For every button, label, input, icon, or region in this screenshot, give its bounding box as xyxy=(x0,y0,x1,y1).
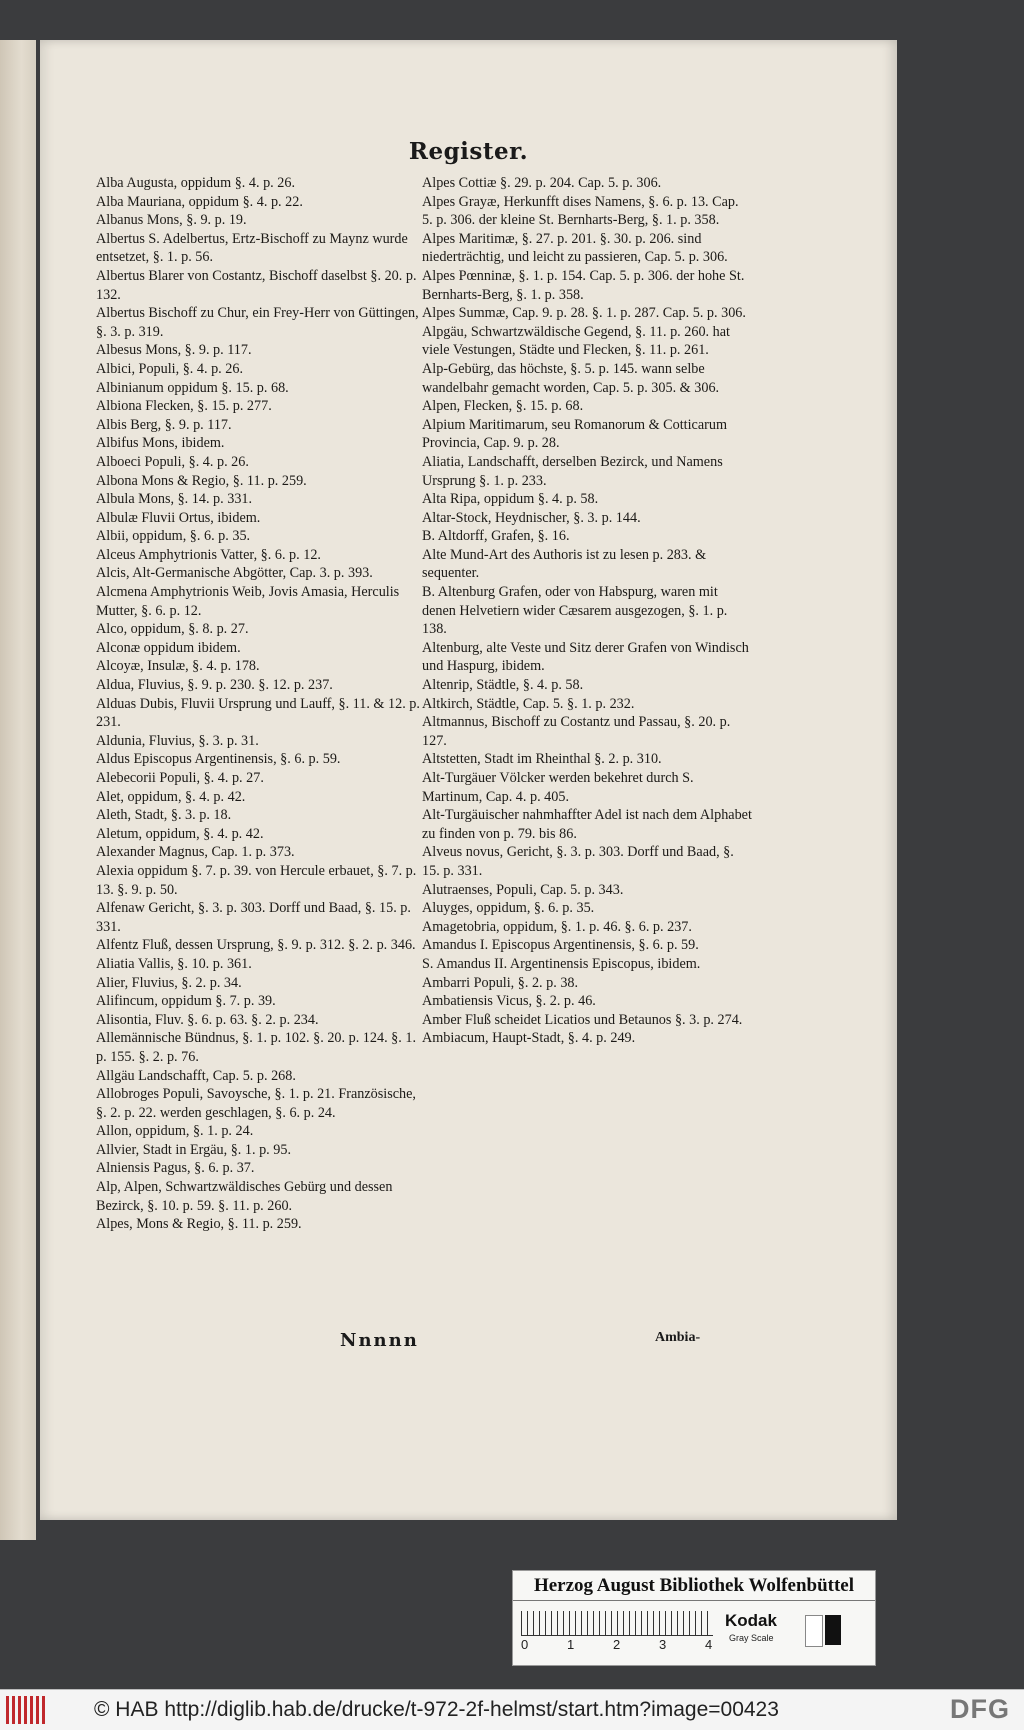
index-entry: Alutraenses, Populi, Cap. 5. p. 343. xyxy=(422,881,624,898)
index-entry: Alcis, Alt-Germanische Abgötter, Cap. 3. p. 393. xyxy=(96,565,373,582)
ruler-number: 3 xyxy=(659,1637,667,1652)
index-entry: Albanus Mons, §. 9. p. 19. xyxy=(96,212,247,229)
right-column xyxy=(422,174,752,1048)
index-entry: Albifus Mons, ibidem. xyxy=(96,435,225,452)
index-entry: B. Altenburg Grafen, oder von Habspurg, waren mit denen Helvetiern wider Cæsarem ausgezogen, §. 1. p. 138. xyxy=(422,584,728,638)
index-entry: Alexander Magnus, Cap. 1. p. 373. xyxy=(96,844,295,861)
index-entry: Allobroges Populi, Savoysche, §. 1. p. 21. Französische, §. 2. p. 22. werden geschlagen, §. 6. p. 24. xyxy=(96,1086,416,1121)
index-entry: Alp-Gebürg, das höchste, §. 5. p. 145. wann selbe wandelbahr gemacht worden, Cap. 5. p. 305. & 306. xyxy=(422,360,720,396)
index-entry: Alpes Cottiæ §. 29. p. 204. Cap. 5. p. 306. xyxy=(422,175,662,191)
index-entry: Albesus Mons, §. 9. p. 117. xyxy=(96,342,252,359)
index-entry: Amber Fluß scheidet Licatios und Betaunos §. 3. p. 274. xyxy=(422,1011,743,1028)
index-entry: S. Amandus II. Argentinensis Episcopus, ibidem. xyxy=(422,955,701,972)
index-entry: Alta Ripa, oppidum §. 4. p. 58. xyxy=(422,491,599,508)
index-entry: B. Altdorff, Grafen, §. 16. xyxy=(422,528,570,545)
index-entry: Alpen, Flecken, §. 15. p. 68. xyxy=(422,398,584,415)
index-entry: Alebecorii Populi, §. 4. p. 27. xyxy=(96,770,264,786)
index-entry: Altenrip, Städtle, §. 4. p. 58. xyxy=(422,677,584,694)
index-entry: Alfenaw Gericht, §. 3. p. 303. Dorff und Baad, §. 15. p. 331. xyxy=(96,900,411,935)
index-entry: Allgäu Landschafft, Cap. 5. p. 268. xyxy=(96,1067,296,1084)
index-entry: Alpgäu, Schwartzwäldische Gegend, §. 11. p. 260. hat viele Vestungen, Städte und Flecken, §. 11. p. 261. xyxy=(422,323,730,359)
index-entry: Alba Mauriana, oppidum §. 4. p. 22. xyxy=(96,193,303,210)
ruler-number: 1 xyxy=(567,1637,575,1652)
index-entry: Alboeci Populi, §. 4. p. 26. xyxy=(96,453,249,470)
index-entry: Albulæ Fluvii Ortus, ibidem. xyxy=(96,509,261,526)
left-page-edge xyxy=(0,40,36,1540)
index-entry: Alt-Turgäuischer nahmhaffter Adel ist nach dem Alphabet zu finden von p. 79. bis 86. xyxy=(422,807,752,842)
index-entry: Amagetobria, oppidum, §. 1. p. 46. §. 6. p. 237. xyxy=(422,918,692,935)
index-entry: Albertus Bischoff zu Chur, ein Frey-Herr von Güttingen, §. 3. p. 319. xyxy=(96,305,419,340)
index-entry: Albertus Blarer von Costantz, Bischoff daselbst §. 20. p. 132. xyxy=(96,267,417,303)
index-entry: Alceus Amphytrionis Vatter, §. 6. p. 12. xyxy=(96,546,321,563)
index-entry: Altar-Stock, Heydnischer, §. 3. p. 144. xyxy=(422,509,641,526)
index-entry: Alniensis Pagus, §. 6. p. 37. xyxy=(96,1160,255,1177)
index-entry: Albinianum oppidum §. 15. p. 68. xyxy=(96,379,289,396)
index-entry: Alcoyæ, Insulæ, §. 4. p. 178. xyxy=(96,658,260,675)
index-entry: Alte Mund-Art des Authoris ist zu lesen p. 283. & sequenter. xyxy=(422,546,707,582)
index-entry: Allon, oppidum, §. 1. p. 24. xyxy=(96,1123,254,1140)
library-name: Herzog August Bibliothek Wolfenbüttel xyxy=(513,1575,875,1601)
index-entry: Albici, Populi, §. 4. p. 26. xyxy=(96,360,244,377)
kodak-logo: Kodak xyxy=(725,1611,777,1630)
page-title: Register. xyxy=(408,138,529,165)
printer-signature: Nnnnn xyxy=(340,1330,419,1351)
dfg-logo: DFG xyxy=(950,1694,1010,1724)
catchword: Ambia- xyxy=(655,1330,701,1345)
index-entry: Alp, Alpen, Schwartzwäldisches Gebürg und dessen Bezirck, §. 10. p. 59. §. 11. p. 260. xyxy=(96,1179,393,1214)
index-entry: Alpium Maritimarum, seu Romanorum & Cotticarum Provincia, Cap. 9. p. 28. xyxy=(422,416,727,452)
index-entry: Alpes Grayæ, Herkunfft dises Namens, §. 6. p. 13. Cap. 5. p. 306. der kleine St. Bernharts-Berg, §. 1. p. 358. xyxy=(422,193,739,229)
index-entry: Alpes Maritimæ, §. 27. p. 201. §. 30. p. 206. sind niederträchtig, und leicht zu passieren, Cap. 5. p. 306. xyxy=(422,230,728,266)
index-entry: Alifincum, oppidum §. 7. p. 39. xyxy=(96,993,276,1010)
index-entry: Alpes Pœnninæ, §. 1. p. 154. Cap. 5. p. 306. der hohe St. Bernharts-Berg, §. 1. p. 358. xyxy=(422,267,745,303)
index-entry: Alco, oppidum, §. 8. p. 27. xyxy=(96,621,249,638)
index-entry: Aldunia, Fluvius, §. 3. p. 31. xyxy=(96,732,259,749)
index-entry: Albis Berg, §. 9. p. 117. xyxy=(96,416,232,433)
index-entry: Aletum, oppidum, §. 4. p. 42. xyxy=(96,825,264,842)
index-entry: Alexia oppidum §. 7. p. 39. von Hercule erbauet, §. 7. p. 13. §. 9. p. 50. xyxy=(96,862,417,898)
ruler-icon xyxy=(521,1611,713,1636)
black-swatch xyxy=(825,1615,841,1645)
index-entry: Aldua, Fluvius, §. 9. p. 230. §. 12. p. 237. xyxy=(96,677,333,694)
index-entry: Alt-Turgäuer Völcker werden bekehret durch S. Martinum, Cap. 4. p. 405. xyxy=(422,770,694,805)
index-entry: Aliatia, Landschafft, derselben Bezirck, und Namens Ursprung §. 1. p. 233. xyxy=(422,453,723,489)
index-entry: Alisontia, Fluv. §. 6. p. 63. §. 2. p. 234. xyxy=(96,1011,319,1028)
ruler-number: 0 xyxy=(521,1637,529,1652)
index-entry: Altstetten, Stadt im Rheinthal §. 2. p. 310. xyxy=(422,751,662,768)
left-column xyxy=(96,174,426,1234)
book-page xyxy=(40,40,897,1520)
index-entry: Alduas Dubis, Fluvii Ursprung und Lauff, §. 11. & 12. p. 231. xyxy=(96,695,420,731)
index-entry: Alba Augusta, oppidum §. 4. p. 26. xyxy=(96,175,296,191)
white-swatch xyxy=(805,1615,823,1647)
index-entry: Albertus S. Adelbertus, Ertz-Bischoff zu Maynz wurde entsetzet, §. 1. p. 56. xyxy=(96,230,408,266)
hab-logo-icon xyxy=(6,1696,46,1724)
index-entry: Altmannus, Bischoff zu Costantz und Passau, §. 20. p. 127. xyxy=(422,714,731,749)
index-entry: Albula Mons, §. 14. p. 331. xyxy=(96,491,253,508)
gray-scale-label: Gray Scale xyxy=(729,1633,774,1643)
viewer-footer xyxy=(0,1689,1024,1730)
index-entry: Alier, Fluvius, §. 2. p. 34. xyxy=(96,974,242,991)
index-entry: Aldus Episcopus Argentinensis, §. 6. p. 59. xyxy=(96,751,341,768)
index-entry: Alcmena Amphytrionis Weib, Jovis Amasia, Herculis Mutter, §. 6. p. 12. xyxy=(96,584,400,619)
index-entry: Aluyges, oppidum, §. 6. p. 35. xyxy=(422,900,595,917)
ruler-number: 2 xyxy=(613,1637,621,1652)
index-entry: Albii, oppidum, §. 6. p. 35. xyxy=(96,528,251,545)
index-entry: Altkirch, Städtle, Cap. 5. §. 1. p. 232. xyxy=(422,695,635,712)
index-entry: Altenburg, alte Veste und Sitz derer Grafen von Windisch und Haspurg, ibidem. xyxy=(422,639,749,675)
index-entry: Ambatiensis Vicus, §. 2. p. 46. xyxy=(422,993,596,1010)
index-entry: Ambarri Populi, §. 2. p. 38. xyxy=(422,974,579,991)
index-entry: Alveus novus, Gericht, §. 3. p. 303. Dorff und Baad, §. 15. p. 331. xyxy=(422,844,734,879)
index-entry: Ambiacum, Haupt-Stadt, §. 4. p. 249. xyxy=(422,1030,636,1047)
index-entry: Alfentz Fluß, dessen Ursprung, §. 9. p. 312. §. 2. p. 346. xyxy=(96,937,416,954)
ruler-number: 4 xyxy=(705,1637,713,1652)
index-entry: Allemännische Bündnus, §. 1. p. 102. §. 20. p. 124. §. 1. p. 155. §. 2. p. 76. xyxy=(96,1030,416,1065)
index-entry: Albona Mons & Regio, §. 11. p. 259. xyxy=(96,472,307,489)
index-entry: Alconæ oppidum ibidem. xyxy=(96,639,241,656)
index-entry: Aleth, Stadt, §. 3. p. 18. xyxy=(96,807,232,824)
index-entry: Alet, oppidum, §. 4. p. 42. xyxy=(96,788,246,805)
index-entry: Amandus I. Episcopus Argentinensis, §. 6. p. 59. xyxy=(422,937,699,954)
index-entry: Allvier, Stadt in Ergäu, §. 1. p. 95. xyxy=(96,1141,292,1158)
index-entry: Alpes Summæ, Cap. 9. p. 28. §. 1. p. 287. Cap. 5. p. 306. xyxy=(422,305,746,322)
color-calibration-bar xyxy=(512,1570,876,1666)
index-entry: Albiona Flecken, §. 15. p. 277. xyxy=(96,398,272,415)
source-url[interactable]: © HAB http://diglib.hab.de/drucke/t-972-2f-helmst/start.htm?image=00423 xyxy=(94,1698,779,1721)
index-entry: Alpes, Mons & Regio, §. 11. p. 259. xyxy=(96,1216,302,1233)
index-entry: Aliatia Vallis, §. 10. p. 361. xyxy=(96,955,252,972)
